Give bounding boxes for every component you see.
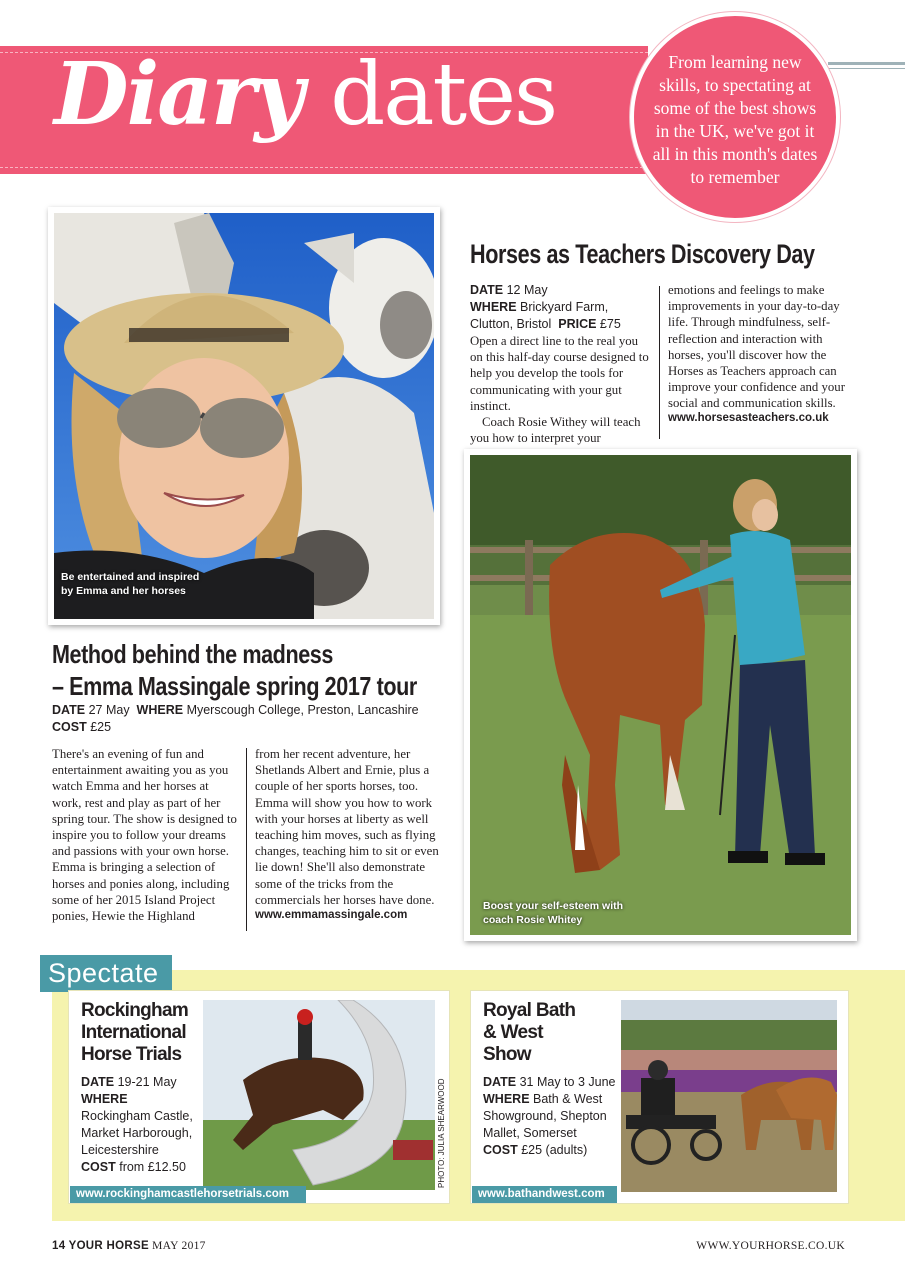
bath-date-label: DATE (483, 1075, 517, 1089)
emma-photo-image (54, 213, 434, 619)
teachers-body-p1: Open a direct line to the real you on this half-day course designed to help you develop the tools for communicating with your gut instinct. (470, 334, 649, 413)
rockingham-text (81, 1000, 211, 1176)
rockingham-details (81, 1074, 211, 1176)
emma-photo-caption: Be entertained and inspired by Emma and her horses (61, 571, 200, 597)
footer-issue: MAY 2017 (152, 1240, 206, 1252)
footer-page-number: 14 (52, 1240, 66, 1252)
teachers-heading: Horses as Teachers Discovery Day (470, 239, 815, 269)
intro-text: From learning new skills, to spectating at some of the best shows in the UK, we've got it all in this month's dates to remember (652, 52, 818, 187)
rockingham-website-link[interactable]: www.rockinghamcastlehorsetrials.com (70, 1186, 306, 1203)
teachers-price-label: PRICE (558, 317, 597, 331)
emma-body-col1: There's an evening of fun and entertainment awaiting you as you watch Emma and her horses at work, rest and play as part of her spring tour. The show is designed to inspire you to follow your dreams and passions with your own horse. Emma is bringing a selection of horses and ponies along, including some of her 2015 Island Project ponies, Hewie the Highland (52, 747, 237, 924)
emma-cost: £25 (90, 720, 112, 734)
emma-body-col2-wrap (255, 746, 445, 921)
page-title-regular: dates (330, 45, 557, 145)
bath-card (470, 990, 849, 1204)
teachers-price: £75 (599, 317, 621, 331)
rockingham-photo-credit-wrap (437, 1003, 449, 1188)
rosie-with-horse-illustration (470, 455, 851, 935)
cross-country-jump-illustration (203, 1000, 435, 1190)
bath-where: Bath & West Showground, Shepton Mallet, Somerset (483, 1092, 607, 1140)
intro-circle (630, 12, 840, 222)
emma-photo (48, 207, 440, 625)
page-title-italic: Diary (54, 44, 303, 145)
bath-cost: £25 (adults) (521, 1143, 588, 1157)
teachers-photo-image (470, 455, 851, 935)
rockingham-cost: from £12.50 (119, 1160, 186, 1174)
teachers-photo-caption: Boost your self-esteem with coach Rosie Whitey (483, 900, 624, 926)
footer-magazine: YOUR HORSE (68, 1240, 149, 1252)
emma-date: 27 May (88, 703, 130, 717)
teachers-event-details (470, 282, 650, 333)
page-title (54, 44, 557, 145)
emma-date-label: DATE (52, 703, 86, 717)
emma-website-link[interactable]: www.emmamassingale.com (255, 909, 408, 922)
rockingham-card (68, 990, 450, 1204)
rockingham-date-label: DATE (81, 1075, 115, 1089)
column-divider (246, 748, 247, 931)
rockingham-photo (203, 1000, 435, 1190)
bath-cost-label: COST (483, 1143, 518, 1157)
bath-where-label: WHERE (483, 1092, 530, 1106)
emma-heading-line2: – Emma Massingale spring 2017 tour (52, 671, 417, 701)
emma-heading-line1: Method behind the madness (52, 639, 333, 669)
banner-rule (828, 62, 905, 65)
rockingham-photo-credit: PHOTO: JULIA SHEARWOOD (437, 1078, 446, 1188)
teachers-col1 (470, 282, 650, 446)
bath-text (483, 1000, 623, 1159)
teachers-col2 (668, 282, 853, 424)
emma-event-details (52, 702, 442, 736)
emma-cost-label: COST (52, 720, 87, 734)
teachers-where-label: WHERE (470, 300, 517, 314)
rockingham-title: Rockingham International Horse Trials (81, 1000, 189, 1065)
bath-photo (621, 1000, 837, 1192)
spectate-tab: Spectate (40, 955, 172, 992)
banner-dash-line (0, 167, 648, 168)
banner-rule (828, 68, 905, 69)
teachers-body-p2: Coach Rosie Withey will teach you how to interpret your (470, 415, 641, 446)
emma-where: Myerscough College, Preston, Lancashire (186, 703, 419, 717)
emma-where-label: WHERE (136, 703, 184, 717)
teachers-body-col2: emotions and feelings to make improvements in your day-to-day life. Through mindfulness, self-reflection and interaction with horses, you'll discover how the Horses as Teachers approach can improve your confidence and your social and communication skills. (668, 283, 845, 411)
rockingham-date: 19-21 May (117, 1075, 177, 1089)
rockingham-cost-label: COST (81, 1160, 116, 1174)
column-divider (659, 286, 660, 439)
bath-title: Royal Bath & West Show (483, 1000, 576, 1065)
carriage-driving-illustration (621, 1000, 837, 1192)
teachers-website-link[interactable]: www.horsesasteachers.co.uk (668, 411, 829, 424)
footer-website: WWW.YOURHORSE.CO.UK (696, 1240, 845, 1252)
emma-body-col2: from her recent adventure, her Shetlands Albert and Ernie, plus a couple of her sports horses, too. Emma will show you how to work with your horses at liberty as well teaching him moves, such as flying changes, teaching him to sit or even lie down! She'll also demonstrate some of the tricks from the commercials her horses have done. (255, 747, 439, 907)
rockingham-where-label: WHERE (81, 1092, 128, 1106)
teachers-date-label: DATE (470, 283, 504, 297)
bath-date: 31 May to 3 June (519, 1075, 616, 1089)
teachers-date: 12 May (506, 283, 548, 297)
rockingham-where: Rockingham Castle, Market Harborough, Leicestershire (81, 1109, 193, 1157)
footer-left (52, 1240, 206, 1252)
emma-selfie-illustration (54, 213, 434, 619)
bath-website-link[interactable]: www.bathandwest.com (472, 1186, 617, 1203)
teachers-where: Brickyard Farm, Clutton, Bristol (470, 300, 609, 331)
bath-details (483, 1074, 623, 1159)
teachers-photo (464, 449, 857, 941)
